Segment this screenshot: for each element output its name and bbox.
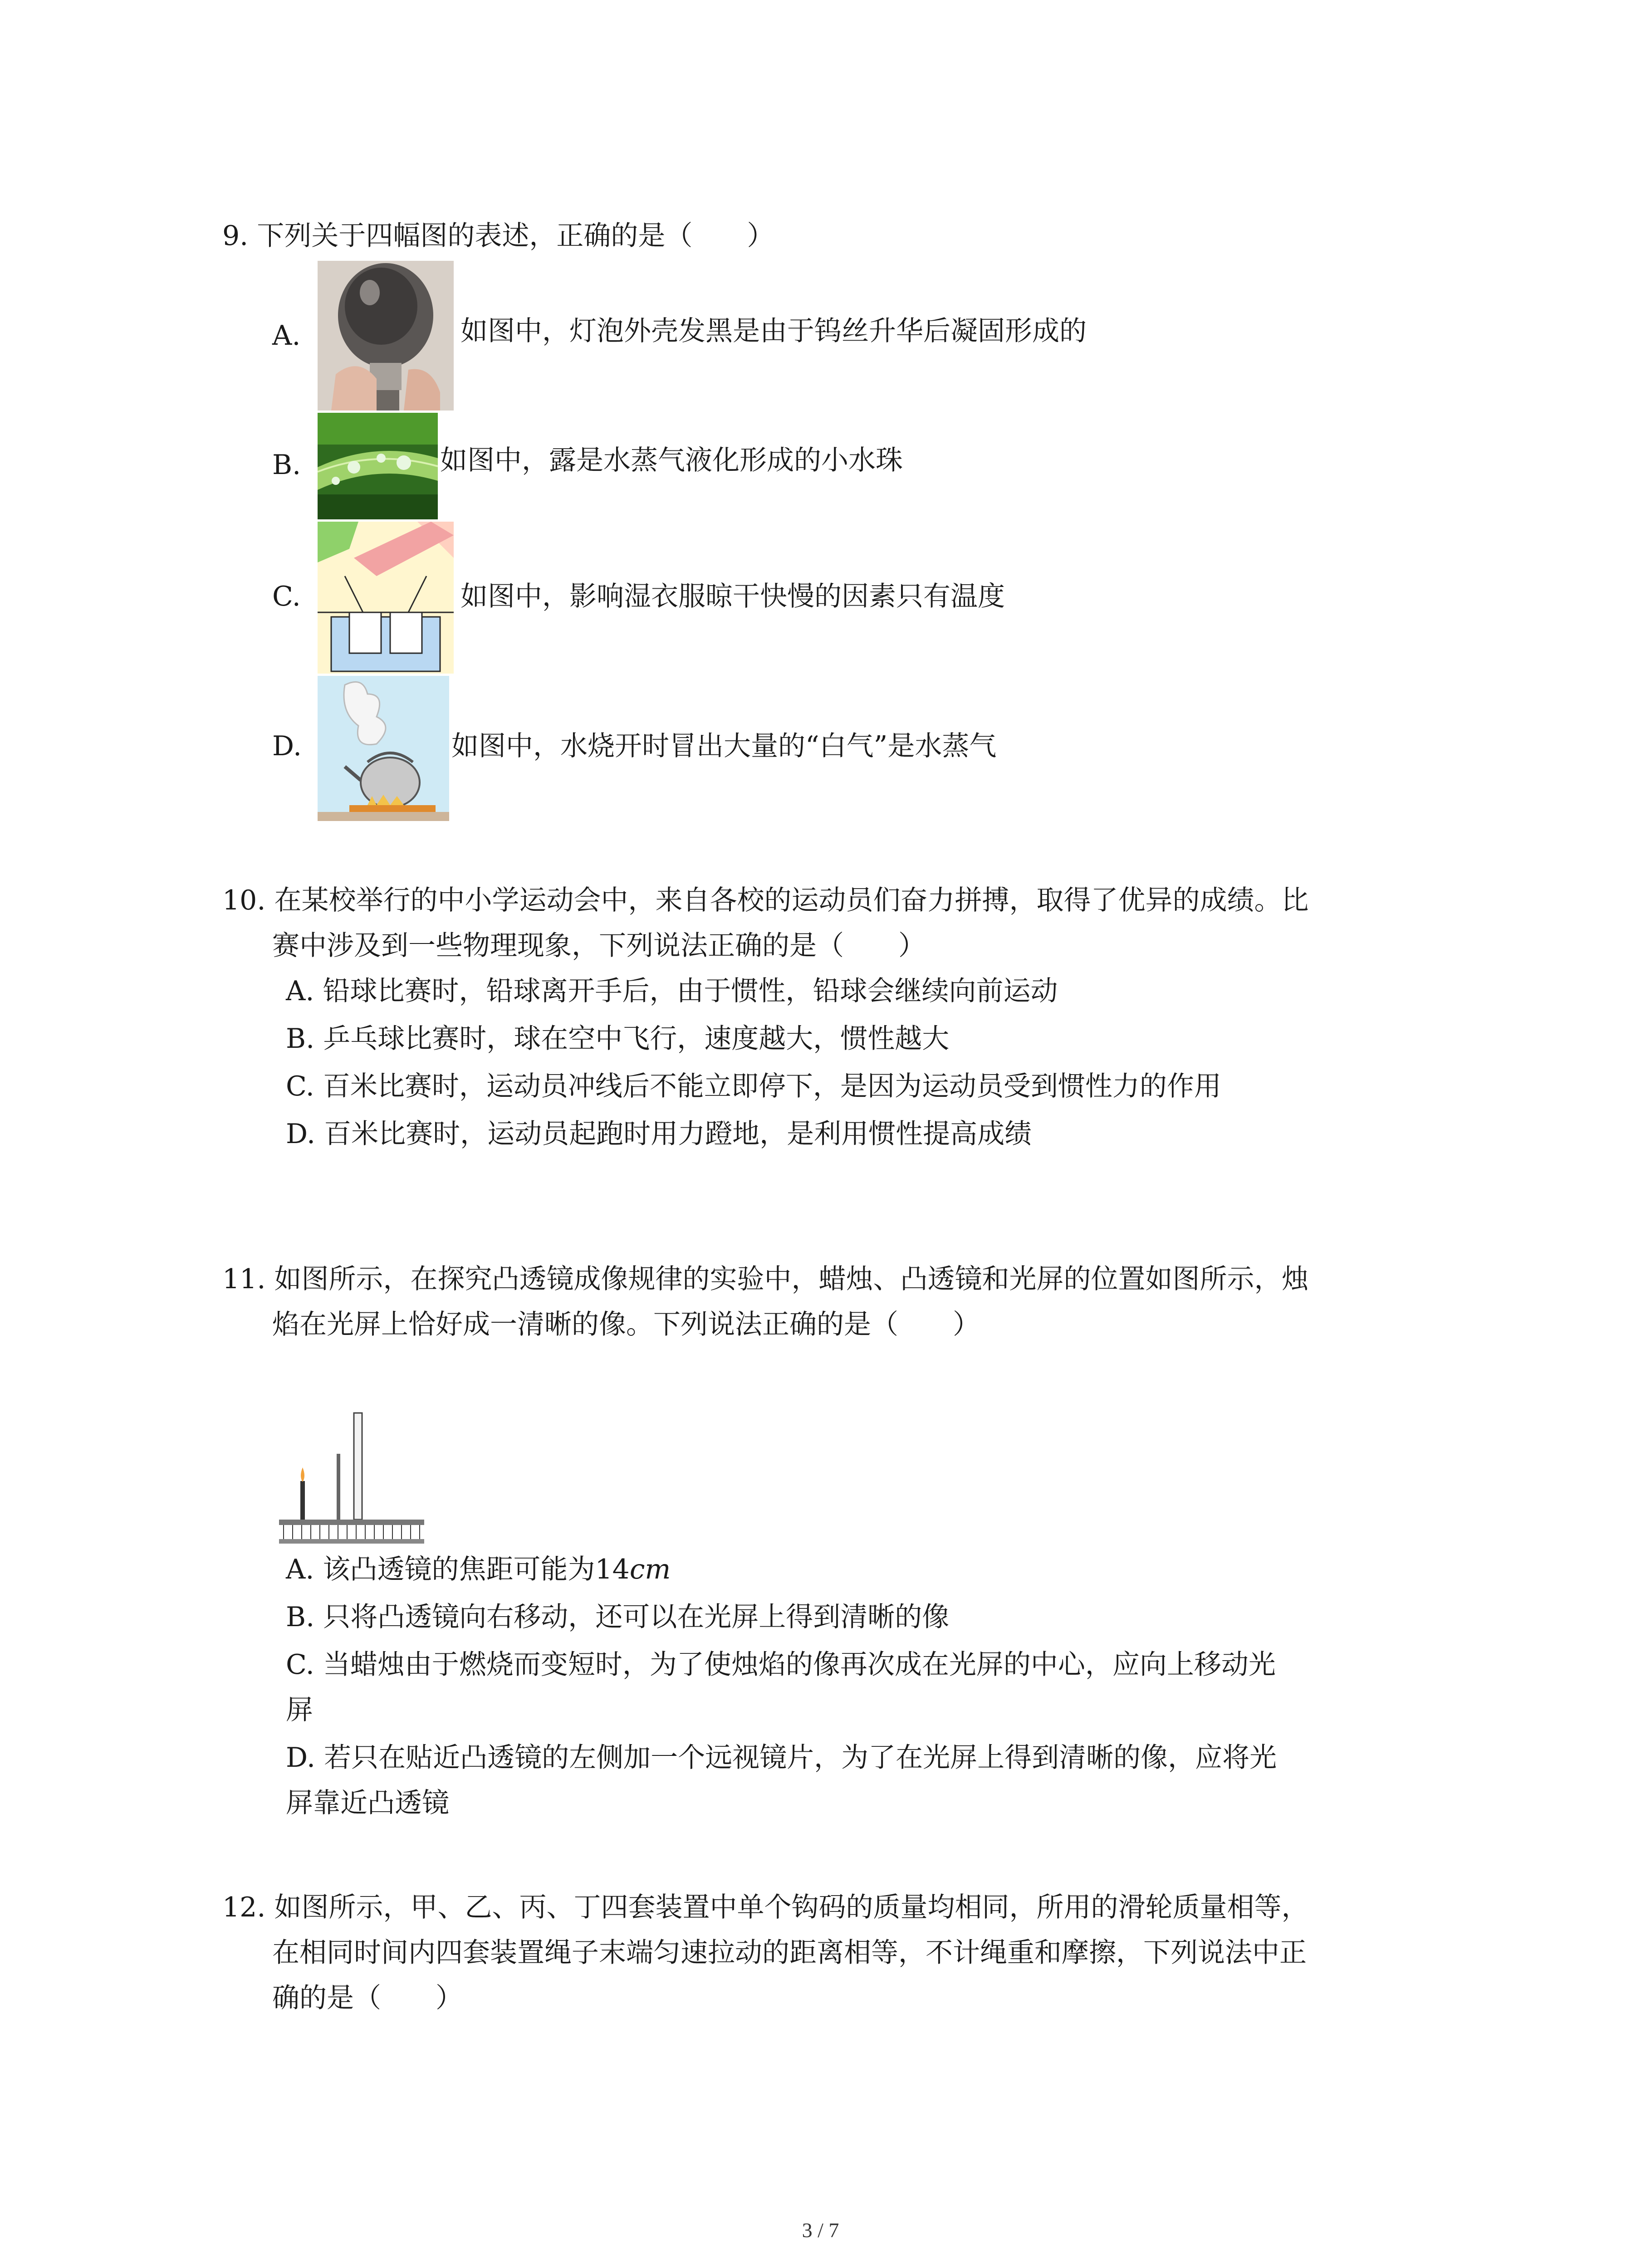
bulb-photo <box>318 261 454 411</box>
q10-stem-line2: 赛中涉及到一些物理现象，下列说法正确的是（ ） <box>272 930 926 962</box>
q9-option-b-text: 如图中，露是水蒸气液化形成的小水珠 <box>440 445 903 476</box>
q9-stem: 9. 下列关于四幅图的表述，正确的是（ ） <box>222 220 774 252</box>
q11-option-d-line2: 屏靠近凸透镜 <box>286 1787 449 1819</box>
q9-option-c-text: 如图中，影响湿衣服晾干快慢的因素只有温度 <box>460 581 1005 612</box>
q11-option-a-text: A. 该凸透镜的焦距可能为14 <box>286 1554 630 1585</box>
q12-stem-line3: 确的是（ ） <box>272 1982 463 2014</box>
q11-stem-line1: 11. 如图所示，在探究凸透镜成像规律的实验中，蜡烛、凸透镜和光屏的位置如图所示，烛 <box>222 1263 1309 1295</box>
q9-option-d-letter: D. <box>272 730 302 762</box>
q10-option-c: C. 百米比赛时，运动员冲线后不能立即停下，是因为运动员受到惯性力的作用 <box>286 1070 1221 1102</box>
dew-photo <box>318 413 438 519</box>
q10-option-a: A. 铅球比赛时，铅球离开手后，由于惯性，铅球会继续向前运动 <box>286 975 1058 1007</box>
q11-option-a-unit: cm <box>629 1554 671 1585</box>
kettle-drawing <box>318 676 449 821</box>
optical-bench-diagram <box>277 1395 426 1545</box>
q11-option-c-line2: 屏 <box>286 1694 313 1726</box>
q10-stem-line1: 10. 在某校举行的中小学运动会中，来自各校的运动员们奋力拼搏，取得了优异的成绩。比 <box>222 885 1309 916</box>
page-number: 3 / 7 <box>802 2219 839 2242</box>
q10-option-d: D. 百米比赛时，运动员起跑时用力蹬地，是利用惯性提高成绩 <box>286 1118 1032 1150</box>
q9-option-d-text: 如图中，水烧开时冒出大量的“白气”是水蒸气 <box>451 730 997 762</box>
laundry-drawing <box>318 522 454 674</box>
q11-option-b: B. 只将凸透镜向右移动，还可以在光屏上得到清晰的像 <box>286 1601 950 1633</box>
q9-option-b-letter: B. <box>272 449 301 481</box>
q12-stem-line2: 在相同时间内四套装置绳子末端匀速拉动的距离相等，不计绳重和摩擦，下列说法中正 <box>272 1937 1307 1969</box>
q9-option-c-letter: C. <box>272 581 301 612</box>
q11-stem-line2: 焰在光屏上恰好成一清晰的像。下列说法正确的是（ ） <box>272 1309 980 1340</box>
q11-option-d-line1: D. 若只在贴近凸透镜的左侧加一个远视镜片，为了在光屏上得到清晰的像，应将光 <box>286 1742 1277 1774</box>
q11-option-c-line1: C. 当蜡烛由于燃烧而变短时，为了使烛焰的像再次成在光屏的中心，应向上移动光 <box>286 1649 1276 1681</box>
q12-stem-line1: 12. 如图所示，甲、乙、丙、丁四套装置中单个钩码的质量均相同，所用的滑轮质量相等， <box>222 1892 1309 1923</box>
q10-option-b: B. 乒乓球比赛时，球在空中飞行，速度越大，惯性越大 <box>286 1023 950 1055</box>
q11-option-a <box>286 1547 671 1592</box>
q9-option-a-text: 如图中，灯泡外壳发黑是由于钨丝升华后凝固形成的 <box>460 315 1087 347</box>
q9-option-a-letter: A. <box>272 320 301 352</box>
